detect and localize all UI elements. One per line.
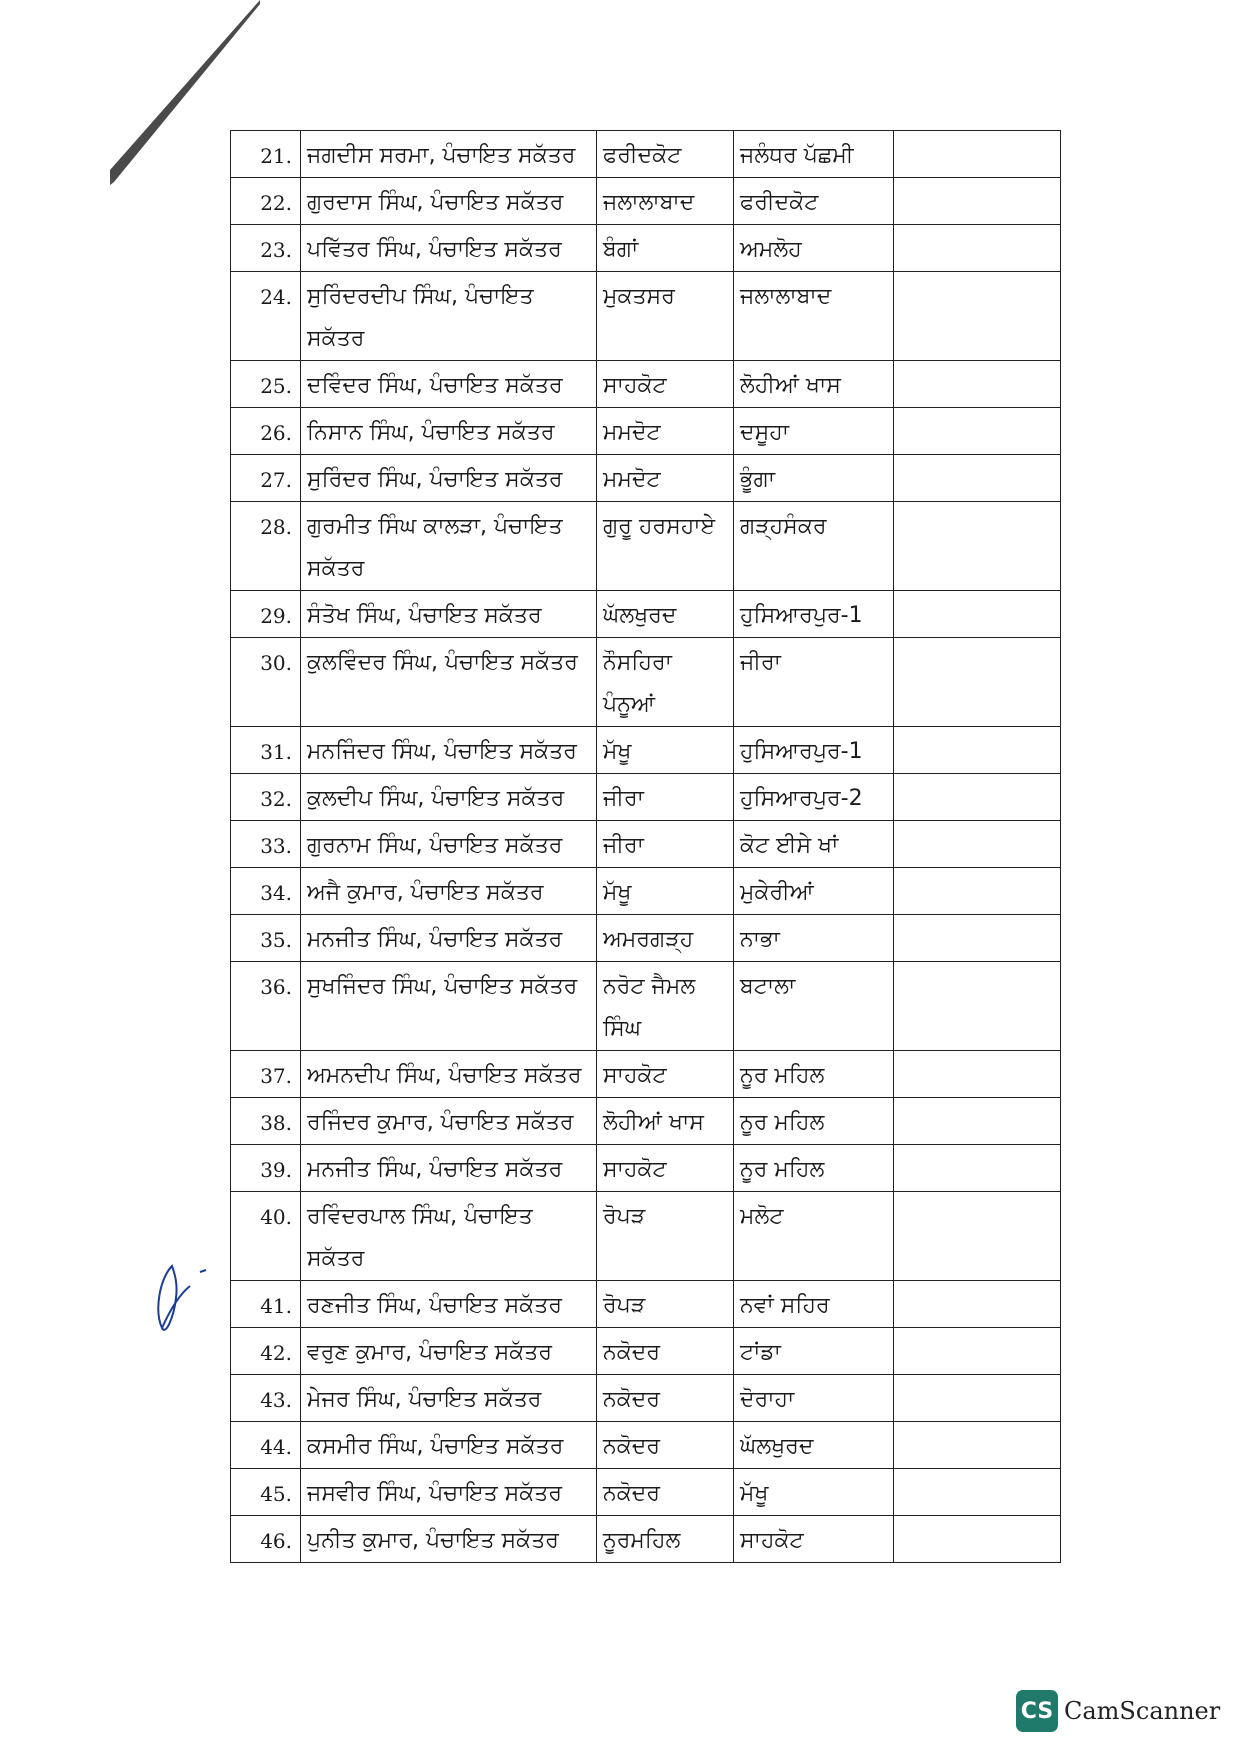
from-station-cell: ਜੀਰਾ	[597, 774, 734, 821]
table-row	[231, 1098, 1061, 1145]
from-station-cell: ਘੱਲਖੁਰਦ	[597, 591, 734, 638]
serial-number-cell: 41.	[231, 1281, 301, 1328]
serial-number-cell: 37.	[231, 1051, 301, 1098]
from-station-cell: ਜੀਰਾ	[597, 821, 734, 868]
serial-number-cell: 39.	[231, 1145, 301, 1192]
from-station-cell: ਮੱਖੂ	[597, 727, 734, 774]
to-station-cell: ਕੋਟ ਈਸੇ ਖਾਂ	[734, 821, 894, 868]
remarks-cell	[894, 1145, 1061, 1192]
table-body	[231, 131, 1061, 1563]
employee-name-cell: ਰਜਿੰਦਰ ਕੁਮਾਰ, ਪੰਚਾਇਤ ਸਕੱਤਰ	[301, 1098, 597, 1145]
employee-name-cell: ਜਸਵੀਰ ਸਿੰਘ, ਪੰਚਾਇਤ ਸਕੱਤਰ	[301, 1469, 597, 1516]
serial-number-cell: 24.	[231, 272, 301, 361]
to-station-cell: ਭੂੰਗਾ	[734, 455, 894, 502]
remarks-cell	[894, 915, 1061, 962]
remarks-cell	[894, 1051, 1061, 1098]
employee-name-cell: ਰਵਿੰਦਰਪਾਲ ਸਿੰਘ, ਪੰਚਾਇਤ ਸਕੱਤਰ	[301, 1192, 597, 1281]
serial-number-cell: 35.	[231, 915, 301, 962]
transfer-list-table-wrapper	[230, 130, 1060, 1563]
serial-number-cell: 22.	[231, 178, 301, 225]
employee-name-cell: ਪਵਿੱਤਰ ਸਿੰਘ, ਪੰਚਾਇਤ ਸਕੱਤਰ	[301, 225, 597, 272]
to-station-cell: ਹੁਸਿਆਰਪੁਰ-2	[734, 774, 894, 821]
employee-name-cell: ਮਨਜੀਤ ਸਿੰਘ, ਪੰਚਾਇਤ ਸਕੱਤਰ	[301, 1145, 597, 1192]
to-station-cell: ਗੜ੍ਹਸੰਕਰ	[734, 502, 894, 591]
camscanner-logo: CS	[1016, 1690, 1058, 1732]
table-row	[231, 361, 1061, 408]
to-station-cell: ਲੋਹੀਆਂ ਖਾਸ	[734, 361, 894, 408]
table-row	[231, 962, 1061, 1051]
employee-name-cell: ਸੁਰਿੰਦਰ ਸਿੰਘ, ਪੰਚਾਇਤ ਸਕੱਤਰ	[301, 455, 597, 502]
employee-name-cell: ਨਿਸਾਨ ਸਿੰਘ, ਪੰਚਾਇਤ ਸਕੱਤਰ	[301, 408, 597, 455]
to-station-cell: ਅਮਲੋਹ	[734, 225, 894, 272]
from-station-cell: ਰੋਪੜ	[597, 1281, 734, 1328]
from-station-cell: ਸਾਹਕੋਟ	[597, 1145, 734, 1192]
employee-name-cell: ਸੁਰਿੰਦਰਦੀਪ ਸਿੰਘ, ਪੰਚਾਇਤ ਸਕੱਤਰ	[301, 272, 597, 361]
from-station-cell: ਨਕੋਦਰ	[597, 1469, 734, 1516]
from-station-cell: ਮਮਦੋਟ	[597, 455, 734, 502]
remarks-cell	[894, 1281, 1061, 1328]
employee-name-cell: ਸੰਤੋਖ ਸਿੰਘ, ਪੰਚਾਇਤ ਸਕੱਤਰ	[301, 591, 597, 638]
from-station-cell: ਮੱਖੂ	[597, 868, 734, 915]
remarks-cell	[894, 131, 1061, 178]
remarks-cell	[894, 868, 1061, 915]
employee-name-cell: ਪੁਨੀਤ ਕੁਮਾਰ, ਪੰਚਾਇਤ ਸਕੱਤਰ	[301, 1516, 597, 1563]
remarks-cell	[894, 361, 1061, 408]
table-row	[231, 821, 1061, 868]
remarks-cell	[894, 455, 1061, 502]
remarks-cell	[894, 178, 1061, 225]
serial-number-cell: 31.	[231, 727, 301, 774]
remarks-cell	[894, 1328, 1061, 1375]
to-station-cell: ਨਾਭਾ	[734, 915, 894, 962]
serial-number-cell: 42.	[231, 1328, 301, 1375]
from-station-cell: ਸਾਹਕੋਟ	[597, 1051, 734, 1098]
employee-name-cell: ਅਮਨਦੀਪ ਸਿੰਘ, ਪੰਚਾਇਤ ਸਕੱਤਰ	[301, 1051, 597, 1098]
from-station-cell: ਸਾਹਕੋਟ	[597, 361, 734, 408]
table-row	[231, 1516, 1061, 1563]
employee-name-cell: ਗੁਰਦਾਸ ਸਿੰਘ, ਪੰਚਾਇਤ ਸਕੱਤਰ	[301, 178, 597, 225]
from-station-cell: ਜਲਾਲਾਬਾਦ	[597, 178, 734, 225]
to-station-cell: ਹੁਸਿਆਰਪੁਰ-1	[734, 591, 894, 638]
to-station-cell: ਮੱਖੂ	[734, 1469, 894, 1516]
remarks-cell	[894, 225, 1061, 272]
employee-name-cell: ਕੁਲਵਿੰਦਰ ਸਿੰਘ, ਪੰਚਾਇਤ ਸਕੱਤਰ	[301, 638, 597, 727]
serial-number-cell: 40.	[231, 1192, 301, 1281]
from-station-cell: ਨੂਰਮਹਿਲ	[597, 1516, 734, 1563]
serial-number-cell: 46.	[231, 1516, 301, 1563]
employee-name-cell: ਸੁਖਜਿੰਦਰ ਸਿੰਘ, ਪੰਚਾਇਤ ਸਕੱਤਰ	[301, 962, 597, 1051]
remarks-cell	[894, 1098, 1061, 1145]
serial-number-cell: 29.	[231, 591, 301, 638]
table-row	[231, 502, 1061, 591]
from-station-cell: ਲੋਹੀਆਂ ਖਾਸ	[597, 1098, 734, 1145]
employee-name-cell: ਰਣਜੀਤ ਸਿੰਘ, ਪੰਚਾਇਤ ਸਕੱਤਰ	[301, 1281, 597, 1328]
table-row	[231, 727, 1061, 774]
serial-number-cell: 38.	[231, 1098, 301, 1145]
remarks-cell	[894, 1192, 1061, 1281]
from-station-cell: ਮੁਕਤਸਰ	[597, 272, 734, 361]
from-station-cell: ਫਰੀਦਕੋਟ	[597, 131, 734, 178]
from-station-cell: ਨਰੋਟ ਜੈਮਲ ਸਿੰਘ	[597, 962, 734, 1051]
to-station-cell: ਨੂਰ ਮਹਿਲ	[734, 1098, 894, 1145]
remarks-cell	[894, 1469, 1061, 1516]
to-station-cell: ਬਟਾਲਾ	[734, 962, 894, 1051]
remarks-cell	[894, 272, 1061, 361]
to-station-cell: ਹੁਸਿਆਰਪੁਰ-1	[734, 727, 894, 774]
serial-number-cell: 34.	[231, 868, 301, 915]
table-row	[231, 638, 1061, 727]
serial-number-cell: 30.	[231, 638, 301, 727]
serial-number-cell: 26.	[231, 408, 301, 455]
to-station-cell: ਦੋਰਾਹਾ	[734, 1375, 894, 1422]
to-station-cell: ਨਵਾਂ ਸਹਿਰ	[734, 1281, 894, 1328]
table-row	[231, 131, 1061, 178]
table-row	[231, 774, 1061, 821]
to-station-cell: ਜੀਰਾ	[734, 638, 894, 727]
handwritten-initial-icon	[150, 1258, 220, 1338]
serial-number-cell: 21.	[231, 131, 301, 178]
table-row	[231, 408, 1061, 455]
serial-number-cell: 25.	[231, 361, 301, 408]
serial-number-cell: 28.	[231, 502, 301, 591]
to-station-cell: ਜਲੰਧਰ ਪੱਛਮੀ	[734, 131, 894, 178]
employee-name-cell: ਵਰੁਣ ਕੁਮਾਰ, ਪੰਚਾਇਤ ਸਕੱਤਰ	[301, 1328, 597, 1375]
remarks-cell	[894, 638, 1061, 727]
serial-number-cell: 36.	[231, 962, 301, 1051]
table-row	[231, 1145, 1061, 1192]
employee-name-cell: ਗੁਰਮੀਤ ਸਿੰਘ ਕਾਲੜਾ, ਪੰਚਾਇਤ ਸਕੱਤਰ	[301, 502, 597, 591]
table-row	[231, 1328, 1061, 1375]
remarks-cell	[894, 1375, 1061, 1422]
to-station-cell: ਮੁਕੇਰੀਆਂ	[734, 868, 894, 915]
table-row	[231, 1192, 1061, 1281]
employee-name-cell: ਜਗਦੀਸ ਸਰਮਾ, ਪੰਚਾਇਤ ਸਕੱਤਰ	[301, 131, 597, 178]
remarks-cell	[894, 774, 1061, 821]
remarks-cell	[894, 1422, 1061, 1469]
to-station-cell: ਜਲਾਲਾਬਾਦ	[734, 272, 894, 361]
table-row	[231, 272, 1061, 361]
table-row	[231, 868, 1061, 915]
camscanner-app-name: CamScanner	[1064, 1697, 1221, 1725]
serial-number-cell: 33.	[231, 821, 301, 868]
remarks-cell	[894, 1516, 1061, 1563]
from-station-cell: ਰੋਪੜ	[597, 1192, 734, 1281]
from-station-cell: ਨੌਸਹਿਰਾ ਪੰਨੂਆਂ	[597, 638, 734, 727]
employee-name-cell: ਮਨਜਿੰਦਰ ਸਿੰਘ, ਪੰਚਾਇਤ ਸਕੱਤਰ	[301, 727, 597, 774]
table-row	[231, 1422, 1061, 1469]
table-row	[231, 225, 1061, 272]
from-station-cell: ਨਕੋਦਰ	[597, 1422, 734, 1469]
from-station-cell: ਨਕੋਦਰ	[597, 1328, 734, 1375]
employee-name-cell: ਮਨਜੀਤ ਸਿੰਘ, ਪੰਚਾਇਤ ਸਕੱਤਰ	[301, 915, 597, 962]
remarks-cell	[894, 591, 1061, 638]
table-row	[231, 1051, 1061, 1098]
remarks-cell	[894, 821, 1061, 868]
remarks-cell	[894, 727, 1061, 774]
table-row	[231, 915, 1061, 962]
table-row	[231, 591, 1061, 638]
table-row	[231, 178, 1061, 225]
employee-name-cell: ਕੁਲਦੀਪ ਸਿੰਘ, ਪੰਚਾਇਤ ਸਕੱਤਰ	[301, 774, 597, 821]
table-row	[231, 1469, 1061, 1516]
camscanner-watermark	[1016, 1690, 1220, 1732]
employee-name-cell: ਮੇਜਰ ਸਿੰਘ, ਪੰਚਾਇਤ ਸਕੱਤਰ	[301, 1375, 597, 1422]
employee-name-cell: ਦਵਿੰਦਰ ਸਿੰਘ, ਪੰਚਾਇਤ ਸਕੱਤਰ	[301, 361, 597, 408]
employee-name-cell: ਗੁਰਨਾਮ ਸਿੰਘ, ਪੰਚਾਇਤ ਸਕੱਤਰ	[301, 821, 597, 868]
remarks-cell	[894, 962, 1061, 1051]
to-station-cell: ਟਾਂਡਾ	[734, 1328, 894, 1375]
from-station-cell: ਗੁਰੂ ਹਰਸਹਾਏ	[597, 502, 734, 591]
to-station-cell: ਨੂਰ ਮਹਿਲ	[734, 1145, 894, 1192]
serial-number-cell: 45.	[231, 1469, 301, 1516]
to-station-cell: ਘੱਲਖੁਰਦ	[734, 1422, 894, 1469]
serial-number-cell: 43.	[231, 1375, 301, 1422]
remarks-cell	[894, 408, 1061, 455]
to-station-cell: ਦਸੂਹਾ	[734, 408, 894, 455]
serial-number-cell: 23.	[231, 225, 301, 272]
employee-name-cell: ਅਜੈ ਕੁਮਾਰ, ਪੰਚਾਇਤ ਸਕੱਤਰ	[301, 868, 597, 915]
from-station-cell: ਨਕੋਦਰ	[597, 1375, 734, 1422]
from-station-cell: ਬੰਗਾਂ	[597, 225, 734, 272]
transfer-list-table	[230, 130, 1061, 1563]
table-row	[231, 1281, 1061, 1328]
to-station-cell: ਨੂਰ ਮਹਿਲ	[734, 1051, 894, 1098]
from-station-cell: ਅਮਰਗੜ੍ਹ	[597, 915, 734, 962]
to-station-cell: ਫਰੀਦਕੋਟ	[734, 178, 894, 225]
serial-number-cell: 27.	[231, 455, 301, 502]
serial-number-cell: 44.	[231, 1422, 301, 1469]
to-station-cell: ਸਾਹਕੋਟ	[734, 1516, 894, 1563]
serial-number-cell: 32.	[231, 774, 301, 821]
employee-name-cell: ਕਸਮੀਰ ਸਿੰਘ, ਪੰਚਾਇਤ ਸਕੱਤਰ	[301, 1422, 597, 1469]
table-row	[231, 1375, 1061, 1422]
remarks-cell	[894, 502, 1061, 591]
to-station-cell: ਮਲੋਟ	[734, 1192, 894, 1281]
from-station-cell: ਮਮਦੋਟ	[597, 408, 734, 455]
table-row	[231, 455, 1061, 502]
